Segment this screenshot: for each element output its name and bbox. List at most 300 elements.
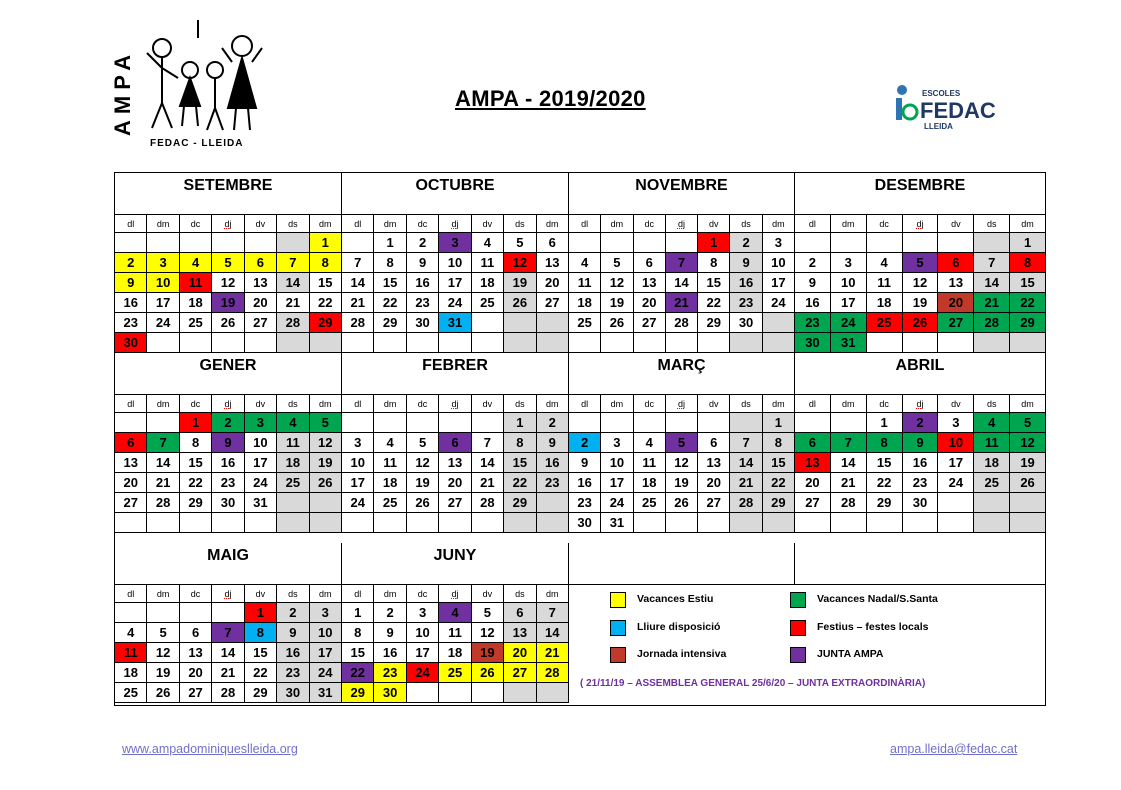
day-cell: 22 bbox=[310, 293, 342, 313]
day-header: dc bbox=[407, 395, 439, 413]
day-cell: 28 bbox=[537, 663, 569, 683]
day-cell bbox=[974, 513, 1010, 533]
day-cell bbox=[666, 233, 698, 253]
day-cell: 28 bbox=[831, 493, 867, 513]
day-cell bbox=[180, 513, 212, 533]
day-cell: 22 bbox=[1010, 293, 1046, 313]
day-cell: 5 bbox=[903, 253, 939, 273]
day-header: ds bbox=[730, 395, 762, 413]
day-cell: 1 bbox=[1010, 233, 1046, 253]
day-cell: 2 bbox=[374, 603, 406, 623]
day-cell: 2 bbox=[277, 603, 309, 623]
day-cell: 27 bbox=[938, 313, 974, 333]
day-header: dl bbox=[342, 215, 374, 233]
day-cell: 14 bbox=[666, 273, 698, 293]
day-header: dl bbox=[115, 585, 147, 603]
fedac-logo bbox=[892, 80, 1012, 132]
day-header: dm bbox=[310, 215, 342, 233]
day-cell: 10 bbox=[763, 253, 795, 273]
day-cell bbox=[974, 493, 1010, 513]
day-cell: 19 bbox=[212, 293, 244, 313]
day-cell: 15 bbox=[245, 643, 277, 663]
day-cell: 25 bbox=[115, 683, 147, 703]
day-header: dl bbox=[115, 395, 147, 413]
day-cell: 16 bbox=[115, 293, 147, 313]
day-cell: 10 bbox=[147, 273, 179, 293]
month-name: SETEMBRE bbox=[115, 173, 342, 215]
day-cell: 29 bbox=[1010, 313, 1046, 333]
day-cell: 20 bbox=[115, 473, 147, 493]
day-cell: 24 bbox=[342, 493, 374, 513]
day-header: dl bbox=[569, 395, 601, 413]
day-cell: 5 bbox=[666, 433, 698, 453]
events-note: ( 21/11/19 – ASSEMBLEA GENERAL 25/6/20 – JUNTA EXTRAORDINÀRIA) bbox=[580, 678, 926, 689]
day-cell: 6 bbox=[634, 253, 666, 273]
day-cell: 24 bbox=[310, 663, 342, 683]
day-cell: 13 bbox=[439, 453, 471, 473]
day-header: dm bbox=[147, 585, 179, 603]
day-cell bbox=[634, 513, 666, 533]
day-header: dl bbox=[795, 215, 831, 233]
day-cell: 10 bbox=[439, 253, 471, 273]
day-cell: 11 bbox=[974, 433, 1010, 453]
day-header: dj bbox=[212, 395, 244, 413]
day-cell: 17 bbox=[147, 293, 179, 313]
day-header: dm bbox=[147, 395, 179, 413]
legend-swatch bbox=[790, 592, 806, 608]
day-cell: 10 bbox=[831, 273, 867, 293]
day-cell bbox=[407, 513, 439, 533]
day-header: dv bbox=[245, 395, 277, 413]
day-cell: 26 bbox=[1010, 473, 1046, 493]
day-cell: 15 bbox=[374, 273, 406, 293]
legend-swatch bbox=[610, 647, 626, 663]
day-header: dc bbox=[634, 215, 666, 233]
day-cell: 26 bbox=[504, 293, 536, 313]
day-cell bbox=[831, 513, 867, 533]
day-cell: 16 bbox=[903, 453, 939, 473]
day-cell bbox=[472, 313, 504, 333]
legend-label: JUNTA AMPA bbox=[817, 648, 884, 660]
day-cell bbox=[407, 683, 439, 703]
day-header: dj bbox=[439, 215, 471, 233]
day-cell: 16 bbox=[569, 473, 601, 493]
day-header: dj bbox=[903, 215, 939, 233]
day-cell: 26 bbox=[472, 663, 504, 683]
day-cell: 3 bbox=[407, 603, 439, 623]
day-cell: 1 bbox=[698, 233, 730, 253]
day-cell bbox=[115, 513, 147, 533]
day-cell: 14 bbox=[472, 453, 504, 473]
day-header: dj bbox=[212, 585, 244, 603]
day-cell bbox=[1010, 333, 1046, 353]
day-cell: 16 bbox=[537, 453, 569, 473]
website-link[interactable]: www.ampadominiqueslleida.org bbox=[122, 742, 298, 756]
day-cell: 21 bbox=[666, 293, 698, 313]
day-cell bbox=[763, 333, 795, 353]
day-cell: 22 bbox=[763, 473, 795, 493]
day-cell: 29 bbox=[867, 493, 903, 513]
day-cell: 6 bbox=[439, 433, 471, 453]
day-cell: 4 bbox=[569, 253, 601, 273]
day-cell: 23 bbox=[569, 493, 601, 513]
day-cell bbox=[938, 513, 974, 533]
day-header: dm bbox=[763, 215, 795, 233]
day-cell: 17 bbox=[601, 473, 633, 493]
legend-label: Lliure disposició bbox=[637, 621, 721, 633]
day-cell: 18 bbox=[867, 293, 903, 313]
day-cell: 28 bbox=[277, 313, 309, 333]
day-cell bbox=[795, 413, 831, 433]
day-cell: 18 bbox=[374, 473, 406, 493]
day-cell: 18 bbox=[634, 473, 666, 493]
month-name: OCTUBRE bbox=[342, 173, 569, 215]
day-cell: 6 bbox=[938, 253, 974, 273]
day-header: ds bbox=[277, 395, 309, 413]
day-header: dm bbox=[374, 215, 406, 233]
day-cell: 12 bbox=[903, 273, 939, 293]
day-cell: 13 bbox=[938, 273, 974, 293]
day-cell bbox=[867, 513, 903, 533]
day-cell: 8 bbox=[374, 253, 406, 273]
day-cell: 4 bbox=[439, 603, 471, 623]
day-cell bbox=[374, 333, 406, 353]
day-cell: 2 bbox=[407, 233, 439, 253]
day-cell: 7 bbox=[730, 433, 762, 453]
day-cell bbox=[903, 513, 939, 533]
day-header: dc bbox=[867, 215, 903, 233]
day-cell bbox=[147, 603, 179, 623]
day-cell: 30 bbox=[903, 493, 939, 513]
day-cell: 28 bbox=[147, 493, 179, 513]
day-cell: 7 bbox=[212, 623, 244, 643]
day-cell: 17 bbox=[342, 473, 374, 493]
day-cell: 20 bbox=[634, 293, 666, 313]
day-cell: 18 bbox=[277, 453, 309, 473]
day-cell: 31 bbox=[245, 493, 277, 513]
day-cell: 30 bbox=[795, 333, 831, 353]
day-cell: 12 bbox=[310, 433, 342, 453]
day-cell: 9 bbox=[537, 433, 569, 453]
day-cell: 9 bbox=[374, 623, 406, 643]
day-cell bbox=[867, 233, 903, 253]
day-cell: 31 bbox=[601, 513, 633, 533]
day-cell: 19 bbox=[407, 473, 439, 493]
day-header: dm bbox=[1010, 215, 1046, 233]
day-cell bbox=[212, 233, 244, 253]
day-cell: 9 bbox=[115, 273, 147, 293]
day-cell: 13 bbox=[698, 453, 730, 473]
day-header: dc bbox=[180, 395, 212, 413]
day-cell bbox=[634, 233, 666, 253]
day-header: dm bbox=[601, 395, 633, 413]
day-cell: 12 bbox=[504, 253, 536, 273]
day-cell: 2 bbox=[115, 253, 147, 273]
day-cell bbox=[903, 233, 939, 253]
day-cell: 15 bbox=[180, 453, 212, 473]
day-cell: 14 bbox=[342, 273, 374, 293]
day-cell bbox=[730, 333, 762, 353]
day-cell: 20 bbox=[245, 293, 277, 313]
day-cell: 11 bbox=[180, 273, 212, 293]
month-name: NOVEMBRE bbox=[569, 173, 795, 215]
day-cell bbox=[180, 603, 212, 623]
day-cell bbox=[938, 493, 974, 513]
day-cell: 25 bbox=[634, 493, 666, 513]
day-cell bbox=[1010, 493, 1046, 513]
day-cell: 1 bbox=[180, 413, 212, 433]
day-cell: 14 bbox=[537, 623, 569, 643]
day-header: dv bbox=[938, 395, 974, 413]
day-cell: 25 bbox=[569, 313, 601, 333]
day-cell bbox=[342, 333, 374, 353]
day-cell: 9 bbox=[407, 253, 439, 273]
day-cell: 16 bbox=[212, 453, 244, 473]
day-cell: 19 bbox=[147, 663, 179, 683]
day-cell: 26 bbox=[407, 493, 439, 513]
day-cell bbox=[634, 413, 666, 433]
day-cell: 15 bbox=[1010, 273, 1046, 293]
day-cell bbox=[601, 413, 633, 433]
day-header: dm bbox=[537, 215, 569, 233]
fedac-city-text: LLEIDA bbox=[924, 122, 953, 131]
day-cell bbox=[212, 603, 244, 623]
day-cell: 30 bbox=[212, 493, 244, 513]
day-header: dv bbox=[472, 585, 504, 603]
day-cell bbox=[407, 413, 439, 433]
legend-swatch bbox=[790, 647, 806, 663]
day-cell bbox=[310, 493, 342, 513]
day-cell: 28 bbox=[666, 313, 698, 333]
day-cell: 6 bbox=[180, 623, 212, 643]
day-cell: 31 bbox=[310, 683, 342, 703]
day-cell: 1 bbox=[310, 233, 342, 253]
day-cell bbox=[698, 513, 730, 533]
day-cell: 5 bbox=[472, 603, 504, 623]
day-cell: 1 bbox=[504, 413, 536, 433]
day-cell: 27 bbox=[634, 313, 666, 333]
day-header: dm bbox=[374, 395, 406, 413]
day-cell: 17 bbox=[245, 453, 277, 473]
day-cell bbox=[342, 233, 374, 253]
day-cell: 20 bbox=[504, 643, 536, 663]
day-cell: 15 bbox=[698, 273, 730, 293]
day-cell bbox=[601, 233, 633, 253]
day-cell: 12 bbox=[601, 273, 633, 293]
day-cell: 7 bbox=[666, 253, 698, 273]
day-cell: 19 bbox=[903, 293, 939, 313]
day-cell bbox=[569, 233, 601, 253]
day-cell: 29 bbox=[763, 493, 795, 513]
day-cell: 5 bbox=[212, 253, 244, 273]
day-cell bbox=[601, 333, 633, 353]
day-header: dm bbox=[763, 395, 795, 413]
day-cell: 27 bbox=[180, 683, 212, 703]
day-cell: 17 bbox=[831, 293, 867, 313]
day-cell: 9 bbox=[569, 453, 601, 473]
day-cell: 23 bbox=[537, 473, 569, 493]
day-cell: 8 bbox=[342, 623, 374, 643]
day-cell: 13 bbox=[504, 623, 536, 643]
day-cell bbox=[504, 333, 536, 353]
day-cell bbox=[115, 603, 147, 623]
day-cell: 11 bbox=[374, 453, 406, 473]
day-cell: 9 bbox=[795, 273, 831, 293]
day-header: dc bbox=[407, 585, 439, 603]
day-cell: 27 bbox=[698, 493, 730, 513]
day-cell: 12 bbox=[472, 623, 504, 643]
day-cell: 5 bbox=[504, 233, 536, 253]
day-cell: 13 bbox=[115, 453, 147, 473]
day-cell: 26 bbox=[212, 313, 244, 333]
day-cell: 25 bbox=[867, 313, 903, 333]
day-cell: 10 bbox=[601, 453, 633, 473]
day-cell bbox=[277, 233, 309, 253]
day-cell bbox=[212, 513, 244, 533]
day-cell: 1 bbox=[245, 603, 277, 623]
empty-block bbox=[795, 543, 1046, 585]
day-cell: 10 bbox=[245, 433, 277, 453]
day-header: dv bbox=[938, 215, 974, 233]
day-cell bbox=[634, 333, 666, 353]
day-cell: 27 bbox=[537, 293, 569, 313]
day-cell: 18 bbox=[115, 663, 147, 683]
day-header: dj bbox=[439, 585, 471, 603]
day-cell bbox=[795, 233, 831, 253]
day-cell bbox=[277, 513, 309, 533]
day-cell: 22 bbox=[245, 663, 277, 683]
day-header: dm bbox=[831, 215, 867, 233]
day-cell: 18 bbox=[569, 293, 601, 313]
day-cell bbox=[115, 233, 147, 253]
day-cell bbox=[147, 413, 179, 433]
day-cell bbox=[504, 683, 536, 703]
day-cell: 20 bbox=[795, 473, 831, 493]
day-header: dl bbox=[115, 215, 147, 233]
day-cell: 15 bbox=[342, 643, 374, 663]
day-cell: 18 bbox=[439, 643, 471, 663]
day-cell: 15 bbox=[504, 453, 536, 473]
day-cell: 14 bbox=[147, 453, 179, 473]
day-cell: 11 bbox=[867, 273, 903, 293]
day-cell: 21 bbox=[831, 473, 867, 493]
day-cell: 5 bbox=[601, 253, 633, 273]
month-name: MARÇ bbox=[569, 353, 795, 395]
day-cell: 11 bbox=[569, 273, 601, 293]
day-cell bbox=[537, 493, 569, 513]
day-cell: 12 bbox=[407, 453, 439, 473]
day-cell: 3 bbox=[439, 233, 471, 253]
day-cell: 29 bbox=[342, 683, 374, 703]
legend-label: Vacances Nadal/S.Santa bbox=[817, 593, 938, 605]
day-cell: 6 bbox=[537, 233, 569, 253]
day-cell: 3 bbox=[601, 433, 633, 453]
month-name: FEBRER bbox=[342, 353, 569, 395]
day-cell bbox=[439, 413, 471, 433]
day-header: ds bbox=[504, 585, 536, 603]
day-cell: 8 bbox=[1010, 253, 1046, 273]
day-header: dl bbox=[342, 395, 374, 413]
day-cell: 6 bbox=[698, 433, 730, 453]
day-cell: 21 bbox=[730, 473, 762, 493]
day-header: dm bbox=[601, 215, 633, 233]
day-cell: 11 bbox=[115, 643, 147, 663]
month-name: GENER bbox=[115, 353, 342, 395]
day-cell: 21 bbox=[537, 643, 569, 663]
day-cell: 4 bbox=[374, 433, 406, 453]
day-cell: 4 bbox=[180, 253, 212, 273]
day-cell: 26 bbox=[310, 473, 342, 493]
day-cell: 14 bbox=[212, 643, 244, 663]
day-cell: 27 bbox=[795, 493, 831, 513]
day-header: dl bbox=[569, 215, 601, 233]
day-cell: 7 bbox=[974, 253, 1010, 273]
day-cell bbox=[180, 333, 212, 353]
day-cell: 23 bbox=[277, 663, 309, 683]
day-cell: 3 bbox=[147, 253, 179, 273]
day-cell: 19 bbox=[472, 643, 504, 663]
day-cell: 30 bbox=[277, 683, 309, 703]
day-cell: 14 bbox=[277, 273, 309, 293]
day-cell: 21 bbox=[277, 293, 309, 313]
day-cell: 28 bbox=[212, 683, 244, 703]
day-cell bbox=[342, 513, 374, 533]
day-cell: 5 bbox=[1010, 413, 1046, 433]
email-link[interactable]: ampa.lleida@fedac.cat bbox=[890, 742, 1018, 756]
day-header: ds bbox=[504, 395, 536, 413]
day-cell: 27 bbox=[504, 663, 536, 683]
day-header: dm bbox=[1010, 395, 1046, 413]
day-cell bbox=[903, 333, 939, 353]
day-cell: 21 bbox=[342, 293, 374, 313]
day-cell: 30 bbox=[407, 313, 439, 333]
day-cell: 29 bbox=[310, 313, 342, 333]
day-cell: 24 bbox=[439, 293, 471, 313]
day-cell: 10 bbox=[938, 433, 974, 453]
day-header: dv bbox=[472, 395, 504, 413]
day-header: dv bbox=[472, 215, 504, 233]
day-header: dv bbox=[245, 585, 277, 603]
day-cell bbox=[666, 333, 698, 353]
day-cell bbox=[795, 513, 831, 533]
day-header: dc bbox=[407, 215, 439, 233]
legend-swatch bbox=[610, 592, 626, 608]
day-cell: 28 bbox=[342, 313, 374, 333]
day-header: ds bbox=[974, 395, 1010, 413]
day-header: dl bbox=[342, 585, 374, 603]
day-cell bbox=[537, 333, 569, 353]
day-cell: 23 bbox=[730, 293, 762, 313]
legend-label: Vacances Estiu bbox=[637, 593, 714, 605]
day-cell: 10 bbox=[342, 453, 374, 473]
day-header: dm bbox=[537, 395, 569, 413]
day-cell bbox=[472, 333, 504, 353]
day-cell: 8 bbox=[698, 253, 730, 273]
day-cell: 24 bbox=[601, 493, 633, 513]
day-cell: 29 bbox=[504, 493, 536, 513]
day-cell: 1 bbox=[763, 413, 795, 433]
month-name: ABRIL bbox=[795, 353, 1046, 395]
day-cell: 16 bbox=[374, 643, 406, 663]
day-cell bbox=[569, 413, 601, 433]
day-cell bbox=[831, 413, 867, 433]
day-cell bbox=[472, 513, 504, 533]
day-cell: 17 bbox=[407, 643, 439, 663]
day-cell: 18 bbox=[974, 453, 1010, 473]
day-cell: 3 bbox=[245, 413, 277, 433]
day-cell: 23 bbox=[407, 293, 439, 313]
day-cell: 22 bbox=[180, 473, 212, 493]
